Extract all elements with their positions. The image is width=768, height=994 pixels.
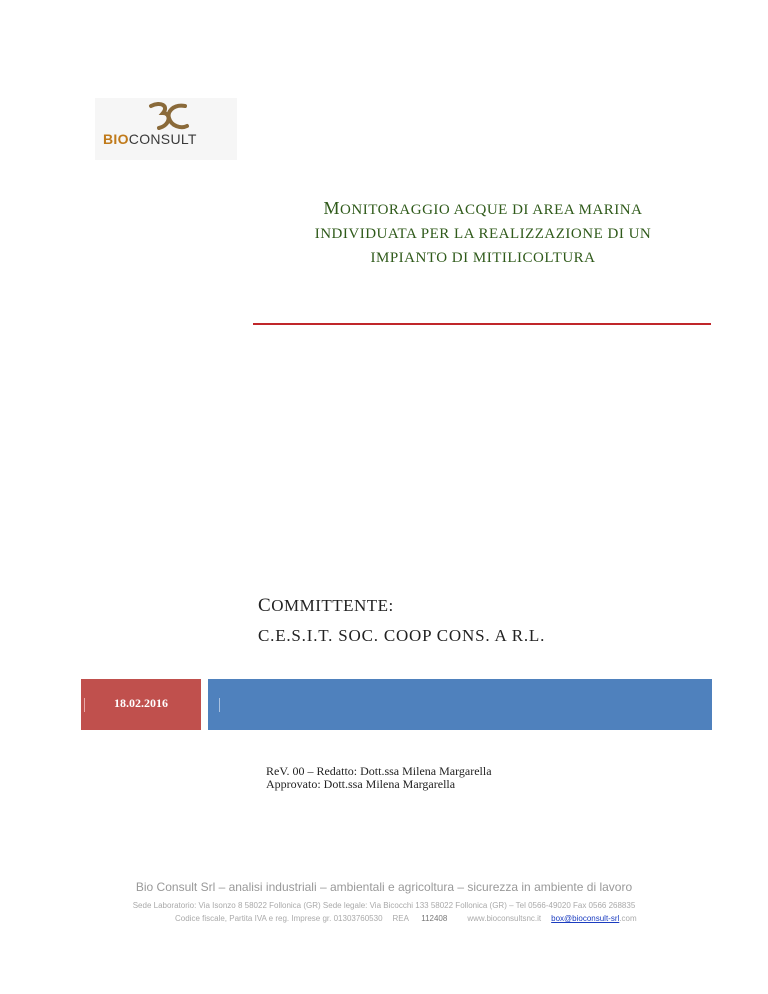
title-line-2: INDIVIDUATA PER LA REALIZZAZIONE DI UN — [314, 226, 652, 242]
title-line-1: MONITORAGGIO ACQUE DI AREA MARINA — [323, 198, 643, 218]
footer-company-line: Bio Consult Srl – analisi industriali – ambientali e agricoltura – sicurezza in ambiente di lavoro — [135, 880, 633, 894]
revision-info — [266, 765, 492, 791]
client-label: COMMITTENTE: — [258, 595, 394, 616]
document-title — [255, 196, 711, 270]
document-date: 18.02.2016 — [114, 696, 168, 710]
logo-bio-text: BIO — [103, 131, 129, 147]
footer-rea: REA 112408 — [392, 914, 448, 923]
title-line-3: IMPIANTO DI MITILICOLTURA — [370, 250, 596, 266]
footer-email-link[interactable]: box@bioconsult-srl — [551, 914, 620, 923]
date-band — [81, 679, 201, 730]
title-band-divider — [219, 698, 220, 712]
revision-line-1: ReV. 00 – Redatto: Dott.ssa Milena Margarella — [266, 764, 492, 778]
logo-wordmark — [103, 131, 197, 147]
title-band — [208, 679, 712, 730]
footer-website: www.bioconsultsnc.it — [467, 914, 542, 923]
client-name: C.E.S.I.T. SOC. COOP CONS. A R.L. — [258, 626, 546, 645]
logo-consult-text: CONSULT — [128, 131, 197, 147]
revision-line-2: Approvato: Dott.ssa Milena Margarella — [266, 777, 456, 791]
company-logo — [95, 98, 237, 160]
footer-registration-line — [175, 914, 647, 923]
footer-codice-fiscale: Codice fiscale, Partita IVA e reg. Imprese gr. 01303760530 — [175, 914, 383, 923]
title-divider — [253, 323, 711, 325]
footer-email-tail: .com — [619, 914, 637, 923]
footer-address-line: Sede Laboratorio: Via Isonzo 8 58022 Follonica (GR) Sede legale: Via Bicocchi 133 58022 Follonica (GR) – Tel 0566-49020 Fax 0566 268835 — [132, 901, 636, 910]
